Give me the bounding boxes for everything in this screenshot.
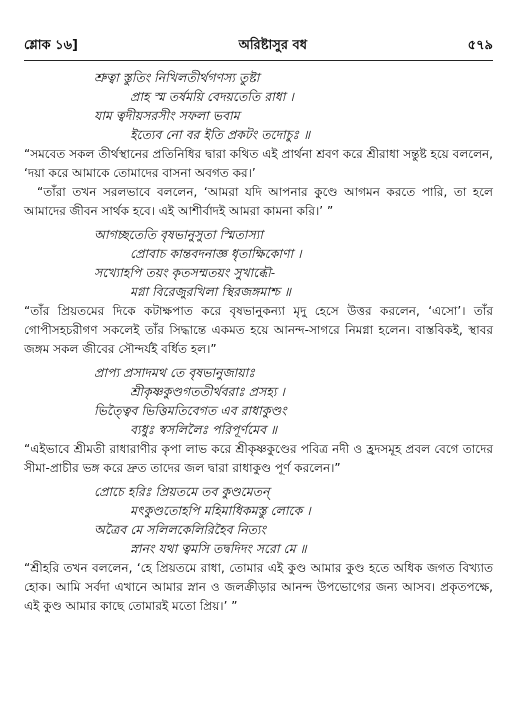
verse-line: ব্যধুঃ স্বসলিলৈঃ পরিপূর্ণমেব ॥ xyxy=(130,422,278,437)
translation-paragraph: “সমবেত সকল তীর্থস্থানের প্রতিনিধির দ্বারা কথিত এই প্রার্থনা শ্রবণ করে শ্রীরাধা সন্তুষ্ট হয়ে বললেন, ‘দয়া করে আমাকে তোমাদের বাসনা অবগত কর।’ xyxy=(24,147,493,180)
verse-line: মগ্না বিরেজুরখিলা স্থিরজঙ্গমাশ্চ ॥ xyxy=(130,284,291,299)
page-header xyxy=(24,0,493,58)
verse-line: স্নানং যথা ত্বমসি তদ্বদিদং সরো মে ॥ xyxy=(130,541,307,556)
verse-line: অত্রৈব মে সলিলকেলিরিহৈব নিত্যং xyxy=(94,522,266,537)
page-number: ৫৭৯ xyxy=(467,38,493,53)
sanskrit-verse xyxy=(24,482,493,558)
sanskrit-verse xyxy=(24,363,493,439)
translation xyxy=(24,145,493,221)
sanskrit-verse xyxy=(24,68,493,144)
verse-line: যাম ত্বদীয়সরসীং সফলা ভবাম xyxy=(94,108,240,123)
verse-line: ইত্যেব নো বর ইতি প্রকটং তদোচুঃ ॥ xyxy=(130,127,311,142)
verse-reference: শ্লোক ১৬] xyxy=(24,38,78,53)
verse-line: প্রোচে হরিঃ প্রিয়তমে তব কুণ্ডমেতন্ xyxy=(94,484,270,499)
verse-line: প্রোবাচ কান্তবদনাজ্ঞ ধৃতাক্ষিকোণা । xyxy=(130,246,302,261)
verse-line: আগচ্ছতেতি বৃষভানুসুতা স্মিতাস্যা xyxy=(94,227,263,242)
verse-line: শ্রীকৃষ্ণকুণ্ডগততীর্থবরাঃ প্রসহ্য । xyxy=(130,384,285,399)
verse-line: সখ্যোহপি তয়ং কৃতসম্মতয়ং সুখাব্ধৌ- xyxy=(94,265,276,280)
verse-line: শ্রুত্বা স্তুতিং নিখিলতীর্থগণস্য তুষ্টা xyxy=(94,70,260,85)
verse-line: প্রাহ স্ম তর্ষময়ি বেদয়তেতি রাধা । xyxy=(130,89,294,104)
translation-paragraph: “শ্রীহরি তখন বললেন, ‘হে প্রিয়তমে রাধা, তোমার এই কুণ্ড আমার কুণ্ড হতে অধিক জগত বিখ্যাত হোক। আমি সর্বদা এখানে আমার স্নান ও জলক্রীড়ার আনন্দ উপভোগের জন্য আসব। প্রকৃতপক্ষে, এই কুণ্ড আমার কাছে তোমারই মতো প্রিয়।’ ” xyxy=(24,561,493,613)
sanskrit-verse xyxy=(24,225,493,301)
translation xyxy=(24,440,493,478)
verse-line: মৎকুণ্ডতোহপি মহিমাধিকমস্তু লোকে । xyxy=(130,503,311,518)
translation-paragraph: “এইভাবে শ্রীমতী রাধারাণীর কৃপা লাভ করে শ্রীকৃষ্ণকুণ্ডের পবিত্র নদী ও হ্রদসমূহ প্রবল বেগে তাদের সীমা-প্রাচীর ভঙ্গ করে দ্রুত তাদের জল দ্বারা রাধাকুণ্ড পূর্ণ করলেন।” xyxy=(24,442,493,475)
header-rule xyxy=(24,60,493,61)
translation xyxy=(24,559,493,616)
translation-paragraph: “তাঁরা তখন সরলভাবে বললেন, ‘আমরা যদি আপনার কুণ্ডে আগমন করতে পারি, তা হলে আমাদের জীবন সার্থক হবে। এই আশীর্বাদই আমরা কামনা করি।’ ” xyxy=(24,185,493,218)
verse-line: ভিত্ত্বৈব ভিত্তিমতিবেগত এব রাধাকুণ্ডং xyxy=(94,403,287,418)
verse-line: প্রাপ্য প্রসাদমথ তে বৃষভানুজায়াঃ xyxy=(94,365,255,380)
translation xyxy=(24,302,493,359)
translation-paragraph: “তাঁর প্রিয়তমের দিকে কটাক্ষপাত করে বৃষভানুকন্যা মৃদু হেসে উত্তর করলেন, ‘এসো’। তাঁর গোপীসহচরীগণ সকলেই তাঁর সিদ্ধান্তে একমত হয়ে আনন্দ-সাগরে নিমগ্না হলেন। বাস্তবিকই, স্থাবর জঙ্গম সকল জীবের সৌন্দর্যই বর্ধিত হল।” xyxy=(24,304,493,356)
chapter-title: অরিষ্টাসুর বধ xyxy=(238,38,308,53)
